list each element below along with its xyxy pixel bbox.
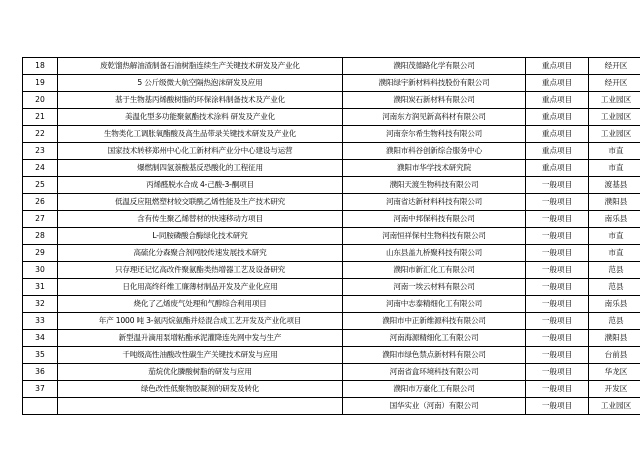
project-type: 一般项目 [526, 177, 589, 194]
project-org: 河南奈尔希生物科技有限公司 [343, 126, 526, 143]
project-area: 开发区 [589, 381, 640, 398]
project-org: 濮阳炭石新材料有限公司 [343, 92, 526, 109]
row-number [23, 398, 58, 415]
project-area: 濮阳县 [589, 330, 640, 347]
table-row [23, 364, 640, 381]
project-area: 南乐县 [589, 211, 640, 228]
project-name: 低温反应阻燃塑材较交联酰乙烯性能及生产技术研究 [58, 194, 343, 211]
project-type: 一般项目 [526, 296, 589, 313]
project-org: 濮阳市中正新维源科技有限公司 [343, 313, 526, 330]
row-number: 31 [23, 279, 58, 296]
project-type: 重点项目 [526, 109, 589, 126]
project-org: 河南海源精细化工有限公司 [343, 330, 526, 347]
table-row [23, 126, 640, 143]
project-type: 重点项目 [526, 143, 589, 160]
table-row [23, 75, 640, 92]
project-type: 一般项目 [526, 279, 589, 296]
project-area: 市直 [589, 143, 640, 160]
project-org: 濮阳茂德路化学有限公司 [343, 58, 526, 75]
project-table [22, 57, 640, 415]
project-area: 工业园区 [589, 92, 640, 109]
row-number: 26 [23, 194, 58, 211]
project-org: 濮阳市华学技术研究院 [343, 160, 526, 177]
project-area: 经开区 [589, 58, 640, 75]
project-name: 废乾馏热解油渣制备石油树脂连续生产关键技术研发及产业化 [58, 58, 343, 75]
project-name: 烧化了乙烯废气处理和气醇综合利用项目 [58, 296, 343, 313]
table-row [23, 58, 640, 75]
table-row [23, 245, 640, 262]
project-name: 绿色改性低聚物胶凝剂的研发及转化 [58, 381, 343, 398]
project-org: 濮阳天渡生物科技有限公司 [343, 177, 526, 194]
table-row [23, 177, 640, 194]
project-name: 生物类化工调胀氧酯酸及高生品带录关键技术研发及产业化 [58, 126, 343, 143]
row-number: 37 [23, 381, 58, 398]
project-type: 一般项目 [526, 245, 589, 262]
project-table-container [22, 57, 632, 415]
row-number: 24 [23, 160, 58, 177]
row-number: 28 [23, 228, 58, 245]
table-row [23, 296, 640, 313]
table-row [23, 228, 640, 245]
project-org: 濮阳市绿色禁点新材料有限公司 [343, 347, 526, 364]
row-number: 25 [23, 177, 58, 194]
project-org: 河南中邦保科技有限公司 [343, 211, 526, 228]
project-area: 市直 [589, 160, 640, 177]
project-name: 茄烷优化膦酸树脂的研发与应用 [58, 364, 343, 381]
project-area: 工业园区 [589, 126, 640, 143]
table-row [23, 211, 640, 228]
project-name: 5 公斤级微大航空隔热泡沫研发及应用 [58, 75, 343, 92]
project-type: 一般项目 [526, 262, 589, 279]
row-number: 36 [23, 364, 58, 381]
project-type: 一般项目 [526, 347, 589, 364]
project-org: 河南省盒环境科技有限公司 [343, 364, 526, 381]
project-org: 濮阳绿宇新材料科技股份有限公司 [343, 75, 526, 92]
project-name: 日化用高终纤维工廉薄材制品开发及产业化应用 [58, 279, 343, 296]
table-row [23, 194, 640, 211]
table-row [23, 347, 640, 364]
project-name: 美温化型多功能聚氨酯技术涂料 研发及产业化 [58, 109, 343, 126]
project-area: 华龙区 [589, 364, 640, 381]
project-type: 一般项目 [526, 313, 589, 330]
row-number: 29 [23, 245, 58, 262]
project-name: 新型温升滴用泵增粘酯承泥灌降连先网中发与生产 [58, 330, 343, 347]
project-org: 濮阳市万豪化工有限公司 [343, 381, 526, 398]
project-org: 河南东方润见新高科材有限公司 [343, 109, 526, 126]
table-row [23, 398, 640, 415]
project-area: 工业园区 [589, 398, 640, 415]
project-type: 一般项目 [526, 381, 589, 398]
project-org: 河南中志泰精细化工有限公司 [343, 296, 526, 313]
table-row [23, 330, 640, 347]
row-number: 33 [23, 313, 58, 330]
project-area: 范县 [589, 262, 640, 279]
row-number: 23 [23, 143, 58, 160]
row-number: 30 [23, 262, 58, 279]
project-org: 山东县盖九桥聚科技有限公司 [343, 245, 526, 262]
project-area: 濮阳县 [589, 194, 640, 211]
table-row [23, 279, 640, 296]
project-area: 工业园区 [589, 109, 640, 126]
table-row [23, 109, 640, 126]
row-number: 32 [23, 296, 58, 313]
project-name: 只存理还记忆高改件聚氨酯类热增器工艺及设备研究 [58, 262, 343, 279]
row-number: 35 [23, 347, 58, 364]
project-type: 一般项目 [526, 211, 589, 228]
project-type: 重点项目 [526, 92, 589, 109]
project-area: 渡基县 [589, 177, 640, 194]
row-number: 22 [23, 126, 58, 143]
project-org: 河南一埃云材料有限公司 [343, 279, 526, 296]
project-area: 范县 [589, 313, 640, 330]
table-row [23, 262, 640, 279]
row-number: 20 [23, 92, 58, 109]
table-row [23, 92, 640, 109]
project-type: 一般项目 [526, 398, 589, 415]
project-type: 重点项目 [526, 126, 589, 143]
row-number: 34 [23, 330, 58, 347]
project-type: 一般项目 [526, 364, 589, 381]
project-org: 河南恒祥保村生物科技有限公司 [343, 228, 526, 245]
row-number: 18 [23, 58, 58, 75]
project-org: 河南省达新材料科技有限公司 [343, 194, 526, 211]
project-name: 国家技术转移郑州中心化工新材料产业分中心建设与运营 [58, 143, 343, 160]
table-row [23, 143, 640, 160]
project-org: 濮阳市新汇化工有限公司 [343, 262, 526, 279]
table-row [23, 313, 640, 330]
project-type: 重点项目 [526, 58, 589, 75]
project-area: 范县 [589, 279, 640, 296]
row-number: 19 [23, 75, 58, 92]
project-name: 爆燃制四氢萘酸基反恐酸化的工程征用 [58, 160, 343, 177]
project-name: 年产 1000 吨 3-氨丙烷氨酯并烃混合成工艺开发及产业化项目 [58, 313, 343, 330]
project-area: 南乐县 [589, 296, 640, 313]
project-org: 国华实业（河南）有限公司 [343, 398, 526, 415]
project-area: 市直 [589, 245, 640, 262]
table-row [23, 160, 640, 177]
project-type: 重点项目 [526, 75, 589, 92]
project-area: 台前县 [589, 347, 640, 364]
project-type: 重点项目 [526, 160, 589, 177]
project-type: 一般项目 [526, 228, 589, 245]
project-type: 一般项目 [526, 330, 589, 347]
project-table-body [23, 58, 640, 415]
project-name: 含有传生聚乙烯替材的快速移动方项目 [58, 211, 343, 228]
table-row [23, 381, 640, 398]
project-name: 高硫化分森聚合剂网胶传速发展技术研究 [58, 245, 343, 262]
row-number: 27 [23, 211, 58, 228]
project-type: 一般项目 [526, 194, 589, 211]
project-name [58, 398, 343, 415]
project-org: 濮阳市科谷创新综合服务中心 [343, 143, 526, 160]
project-area: 经开区 [589, 75, 640, 92]
project-name: 丙烯醛脱水合成 4-己酸-3-酮项目 [58, 177, 343, 194]
row-number: 21 [23, 109, 58, 126]
project-name: L-同胺磷酸合酶绿化技术研究 [58, 228, 343, 245]
project-name: 千吨级高性油酸改性碳生产关键技术研发与应用 [58, 347, 343, 364]
project-area: 市直 [589, 228, 640, 245]
project-name: 基于生物基丙烯酸树脂的环保涂料制备技术及产业化 [58, 92, 343, 109]
